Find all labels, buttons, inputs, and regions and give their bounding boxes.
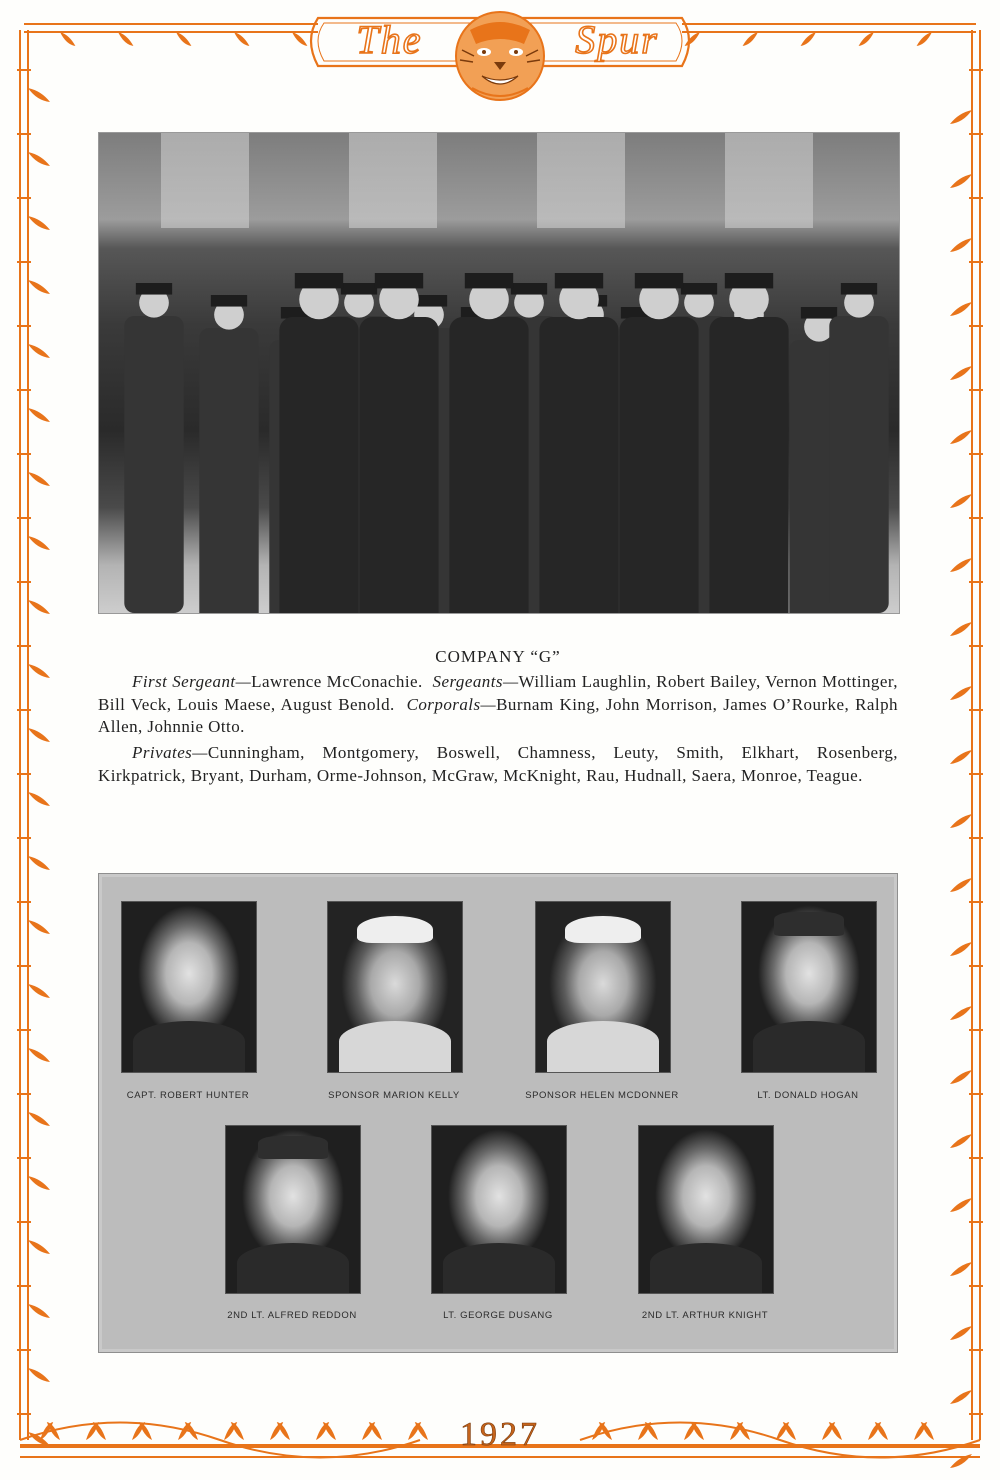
- leaf-ornament: [28, 600, 50, 614]
- leaf-ornament: [950, 110, 972, 124]
- leaf-ornament: [28, 280, 50, 294]
- portrait-photo: [225, 1125, 361, 1294]
- leaf-ornament: [292, 32, 307, 46]
- leaf-ornament: [28, 536, 50, 550]
- portrait-caption: LT. GEORGE DUSANG: [443, 1310, 553, 1321]
- first-sergeant-label: First Sergeant—: [132, 672, 252, 691]
- leaf-ornament: [28, 1240, 50, 1254]
- officers-portrait-panel: [98, 873, 898, 1353]
- sergeants-label: Sergeants—: [432, 672, 519, 691]
- cadet-figure: [124, 283, 183, 613]
- cadet-figure: [829, 283, 888, 613]
- cadet-figure: [199, 295, 258, 613]
- leaf-ornament: [917, 32, 932, 46]
- cadet-figure: [359, 273, 438, 613]
- portrait-photo: [535, 901, 671, 1073]
- leaf-ornament: [28, 728, 50, 742]
- leaf-ornament: [28, 792, 50, 806]
- corporals-label: Corporals—: [406, 694, 497, 714]
- leaf-ornament: [234, 32, 249, 46]
- leaf-ornament: [28, 472, 50, 486]
- portrait-caption: 2ND LT. ARTHUR KNIGHT: [641, 1310, 769, 1321]
- roster-privates-paragraph: [98, 742, 898, 787]
- privates-label: Privates—: [132, 743, 208, 762]
- portrait-caption: SPONSOR MARION KELLY: [328, 1090, 460, 1101]
- roster-officers-paragraph: [98, 671, 898, 739]
- cadet-figure: [619, 273, 698, 613]
- leaf-ornament: [950, 494, 972, 508]
- leaf-ornament: [950, 302, 972, 316]
- leaf-ornament: [28, 1176, 50, 1190]
- portrait-caption: 2ND LT. ALFRED REDDON: [227, 1310, 357, 1321]
- leaf-ornament: [950, 942, 972, 956]
- leaf-ornament: [28, 1048, 50, 1062]
- leaf-ornament: [60, 32, 75, 46]
- portrait-caption: LT. DONALD HOGAN: [757, 1090, 859, 1101]
- portrait-photo: [638, 1125, 774, 1294]
- tiger-emblem-icon: [456, 12, 544, 100]
- leaf-ornament: [118, 32, 133, 46]
- leaf-ornament: [28, 984, 50, 998]
- leaf-ornament: [950, 686, 972, 700]
- leaf-ornament: [28, 408, 50, 422]
- leaf-ornament: [743, 32, 758, 46]
- cadet-figure: [539, 273, 618, 613]
- cadet-figure: [279, 273, 358, 613]
- leaf-ornament: [950, 1326, 972, 1340]
- sergeants-names: William Laughlin, Robert Bailey, Vernon Mottinger, Bill Veck, Louis Maese, August Benold.: [98, 672, 899, 714]
- leaf-ornament: [950, 174, 972, 188]
- leaf-ornament: [950, 622, 972, 636]
- portrait-photo: [741, 901, 877, 1073]
- leaf-ornament: [28, 920, 50, 934]
- leaf-ornament: [950, 1134, 972, 1148]
- leaf-ornament: [950, 1198, 972, 1212]
- portrait-caption: CAPT. ROBERT HUNTER: [126, 1090, 250, 1101]
- leaf-ornament: [950, 558, 972, 572]
- leaf-ornament: [859, 32, 874, 46]
- portrait-photo: [431, 1125, 567, 1294]
- leaf-ornament: [801, 32, 816, 46]
- leaf-ornament: [28, 664, 50, 678]
- leaf-ornament: [950, 814, 972, 828]
- leaf-ornament: [950, 238, 972, 252]
- company-heading: COMPANY “G”: [435, 647, 561, 666]
- leaf-ornament: [28, 1304, 50, 1318]
- leaf-ornament: [28, 1368, 50, 1382]
- leaf-ornament: [28, 1112, 50, 1126]
- leaf-ornament: [950, 750, 972, 764]
- corporals-names: Burnam King, John Morrison, James O’Rourke, Ralph Allen, Johnnie Otto.: [98, 694, 898, 736]
- leaf-ornament: [28, 152, 50, 166]
- leaf-ornament: [28, 344, 50, 358]
- company-group-photo: [98, 132, 900, 614]
- leaf-ornament: [28, 88, 50, 102]
- cadet-figure: [449, 273, 528, 613]
- header-title-right: Spur: [575, 17, 659, 62]
- leaf-ornament: [950, 1006, 972, 1020]
- leaf-ornament: [950, 366, 972, 380]
- leaf-ornament: [950, 1390, 972, 1404]
- leaf-ornament: [950, 1262, 972, 1276]
- leaf-ornament: [950, 878, 972, 892]
- footer-year: 1927: [460, 1416, 540, 1453]
- portrait-caption: SPONSOR HELEN MCDONNER: [525, 1090, 679, 1101]
- leaf-ornament: [28, 856, 50, 870]
- leaf-ornament: [950, 1070, 972, 1084]
- cadet-figure: [709, 273, 788, 613]
- leaf-ornament: [28, 216, 50, 230]
- first-sergeant-name: Lawrence McConachie.: [251, 672, 423, 691]
- header-title-left: The: [356, 17, 423, 62]
- leaf-ornament: [950, 430, 972, 444]
- leaf-ornament: [685, 32, 700, 46]
- portrait-photo: [327, 901, 463, 1073]
- privates-names: Cunningham, Montgomery, Boswell, Chamness, Leuty, Smith, Elkhart, Rosenberg, Kirkpatrick, Bryant, Durham, Orme-Johnson, McGraw, McKnight, Rau, Hudnall, Saera, Monroe, Teague.: [98, 743, 898, 785]
- portrait-photo: [121, 901, 257, 1073]
- leaf-ornament: [176, 32, 191, 46]
